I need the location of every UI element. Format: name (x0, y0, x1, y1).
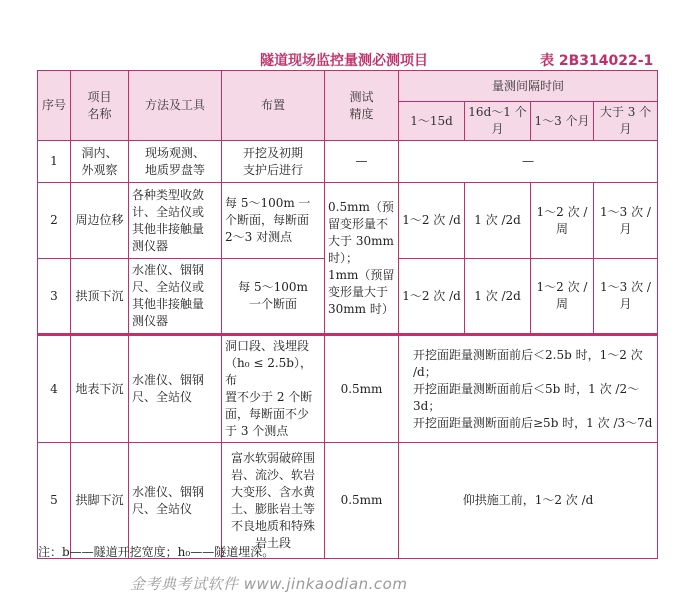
cell-no: 5 (38, 443, 71, 559)
cell-precision: — (325, 141, 399, 183)
cell-item: 拱顶下沉 (71, 259, 129, 335)
cell-layout: 每 5～100m 一个断面 (222, 259, 325, 335)
cell-method: 水准仪、铟钢 尺、全站仪 (129, 335, 222, 443)
cell-layout: 开挖及初期 支护后进行 (222, 141, 325, 183)
cell-interval: 1～2 次 /d (399, 259, 465, 335)
cell-interval: — (399, 141, 658, 183)
cell-interval: 1～3 次 / 月 (594, 183, 658, 259)
table-row (38, 183, 658, 259)
cell-method: 各种类型收敛 计、全站仪或 其他非接触量 测仪器 (129, 183, 222, 259)
cell-method: 水准仪、铟钢 尺、全站仪 (129, 443, 222, 559)
cell-item: 拱脚下沉 (71, 443, 129, 559)
header-no: 序号 (38, 71, 71, 141)
cell-item: 地表下沉 (71, 335, 129, 443)
table-number: 表 2B314022-1 (540, 53, 654, 69)
cell-interval: 开挖面距量测断面前后＜2.5b 时，1～2 次 /d； 开挖面距量测断面前后＜5b 时，1 次 /2～3d； 开挖面距量测断面前后≥5b 时，1 次 /3～7d (399, 335, 658, 443)
header-interval-col: 1～3 个月 (531, 102, 594, 141)
cell-no: 2 (38, 183, 71, 259)
cell-interval: 1～2 次 /d (399, 183, 465, 259)
table-row (38, 335, 658, 443)
table-note: 注：b——隧道开挖宽度；h₀——隧道埋深。 (38, 545, 275, 559)
cell-interval: 仰拱施工前，1～2 次 /d (399, 443, 658, 559)
cell-precision: 0.5mm (325, 443, 399, 559)
header-interval-col: 大于 3 个月 (594, 102, 658, 141)
cell-interval: 1～3 次 / 月 (594, 259, 658, 335)
cell-no: 4 (38, 335, 71, 443)
cell-item: 洞内、 外观察 (71, 141, 129, 183)
header-item: 项目 名称 (71, 71, 129, 141)
header-interval-col: 16d～1 个月 (465, 102, 531, 141)
cell-interval: 1～2 次 / 周 (531, 183, 594, 259)
cell-interval: 1 次 /2d (465, 183, 531, 259)
cell-method: 现场观测、 地质罗盘等 (129, 141, 222, 183)
cell-method: 水准仪、铟钢 尺、全站仪或 其他非接触量 测仪器 (129, 259, 222, 335)
cell-layout: 洞口段、浅埋段 （h₀ ≤ 2.5b），布 置不少于 2 个断 面，每断面不少 于 3 个测点 (222, 335, 325, 443)
header-layout: 布置 (222, 71, 325, 141)
cell-layout: 每 5～100m 一 个断面，每断面 2～3 对测点 (222, 183, 325, 259)
cell-item: 周边位移 (71, 183, 129, 259)
header-interval: 量测间隔时间 (399, 71, 658, 102)
table-row (38, 141, 658, 183)
table-title: 隧道现场监控量测必测项目 (260, 53, 428, 69)
cell-no: 3 (38, 259, 71, 335)
cell-no: 1 (38, 141, 71, 183)
header-precision: 测试 精度 (325, 71, 399, 141)
header-interval-col: 1～15d (399, 102, 465, 141)
cell-interval: 1 次 /2d (465, 259, 531, 335)
table-row (38, 443, 658, 559)
cell-layout: 富水软弱破碎围 岩、流沙、软岩 大变形、含水黄 土、膨胀岩土等 不良地质和特殊 岩土段 (222, 443, 325, 559)
header-method: 方法及工具 (129, 71, 222, 141)
cell-precision: 0.5mm（预 留变形量不 大于 30mm 时）； 1mm（预留 变形量大于 30mm 时） (325, 183, 399, 335)
cell-precision: 0.5mm (325, 335, 399, 443)
monitoring-table (37, 70, 658, 559)
cell-interval: 1～2 次 / 周 (531, 259, 594, 335)
watermark-footer: 金考典考试软件 www.jinkaodian.com (130, 575, 408, 593)
